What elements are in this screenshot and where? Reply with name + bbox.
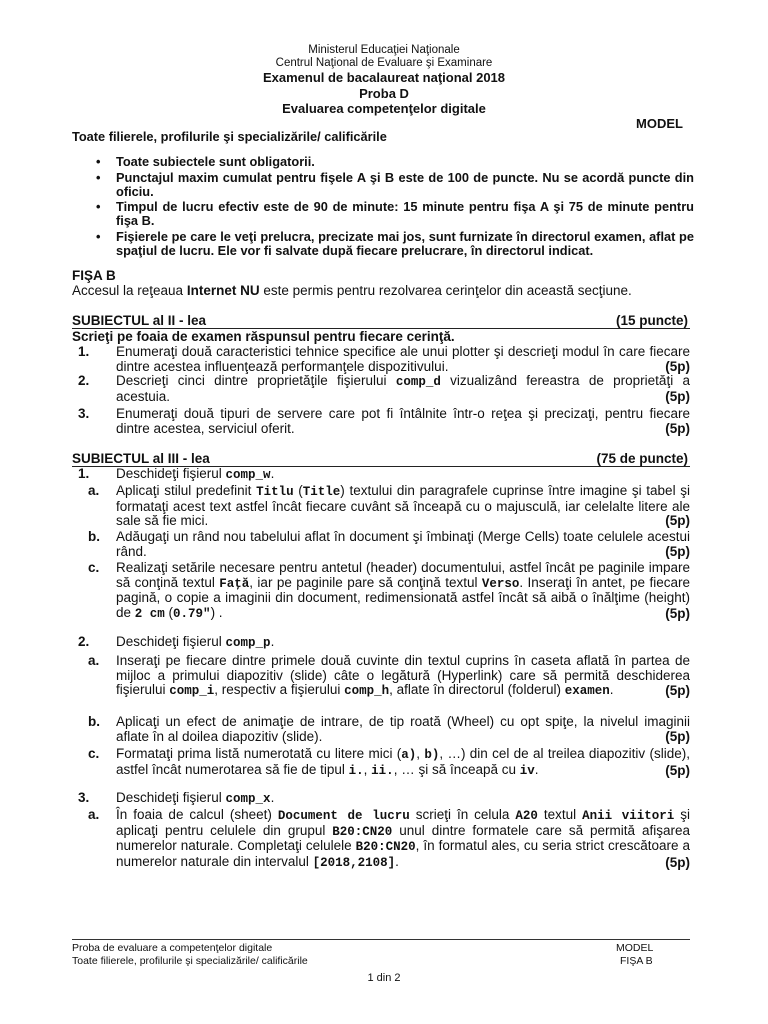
question-3-3: Deschideţi fişierul comp_x. bbox=[116, 790, 275, 806]
question-3-1a: Aplicaţi stilul predefinit Titlu (Title) textului din paragrafele cuprinse între imagine şi tabel şi formataţi acest text astfel încât fiecare cuvânt să înceapă cu o majusculă, iar celelalte litere ale sale să fie mici. (5p) bbox=[116, 483, 690, 528]
item-number: 3. bbox=[78, 790, 90, 805]
fisa-intro: Accesul la reţeaua Internet NU este permis pentru rezolvarea cerinţelor din această secţiune. bbox=[72, 283, 632, 298]
question-3-2c: Formataţi prima listă numerotată cu litere mici (a), b), …) din cel de al treilea diapozitiv (slide), astfel încât numerotarea să fie de tipul i., ii., … şi să înceapă cu iv. (5p) bbox=[116, 746, 690, 778]
item-letter: c. bbox=[88, 746, 100, 761]
section-2-instruction: Scrieţi pe foaia de examen răspunsul pentru fiecare cerinţă. bbox=[72, 329, 455, 344]
section-2-header: SUBIECTUL al II - lea (15 puncte) bbox=[72, 313, 688, 328]
instructions-list bbox=[116, 155, 694, 259]
section-3-header: SUBIECTUL al III - lea (75 de puncte) bbox=[72, 451, 688, 466]
question-3-3a: În foaia de calcul (sheet) Document de lucru scrieţi în celula A20 textul Anii viitori şi aplicaţi pentru celulele din grupul B20:CN20 unul dintre formatele care să permită afişarea numerelor naturale. Completaţi celulele B20:CN20, în formatul ales, cu seria strict crescătoare a numerelor naturale din intervalul [2018,2108]. (5p) bbox=[116, 807, 690, 870]
question-3-2b: Aplicaţi un efect de animaţie de intrare, de tip roată (Wheel) cu opt spiţe, la nivelul imaginii aflate în al doilea diapozitiv (slide). (5p) bbox=[116, 714, 690, 744]
question-3-1b: Adăugaţi un rând nou tabelului aflat în document şi îmbinaţi (Merge Cells) toate celulele acestui rând. (5p) bbox=[116, 529, 690, 559]
instruction-item: • Punctajul maxim cumulat pentru fişele A şi B este de 100 de puncte. Nu se acordă puncte din oficiu. bbox=[116, 171, 694, 199]
evaluare-title: Evaluarea competenţelor digitale bbox=[282, 101, 486, 116]
exam-title: Examenul de bacalaureat naţional 2018 bbox=[262, 70, 506, 85]
question-2-2: Descrieţi cinci dintre proprietăţile fişierului comp_d vizualizând fereastra de proprietăţi a acestuia. (5p) bbox=[116, 373, 690, 404]
model-label: MODEL bbox=[636, 116, 683, 131]
question-2-3: Enumeraţi două tipuri de servere care pot fi întâlnite într-o reţea şi precizaţi, pentru fiecare dintre acestea, serviciul oferit. (5p) bbox=[116, 406, 690, 436]
fisa-title: FIŞA B bbox=[72, 268, 116, 283]
center-line: Centrul Naţional de Evaluare şi Examinare bbox=[275, 57, 493, 69]
page-number: 1 din 2 bbox=[367, 972, 401, 984]
item-number: 2. bbox=[78, 373, 90, 388]
instruction-item: • Toate subiectele sunt obligatorii. bbox=[116, 155, 694, 169]
footer-left-line-1: Proba de evaluare a competenţelor digitale bbox=[72, 942, 273, 954]
question-3-1: Deschideţi fişierul comp_w. bbox=[116, 466, 275, 482]
proba-title: Proba D bbox=[359, 86, 409, 101]
question-3-2: Deschideţi fişierul comp_p. bbox=[116, 634, 275, 650]
filiere-line: Toate filierele, profilurile şi specializările/ calificările bbox=[72, 129, 387, 144]
item-number: 3. bbox=[78, 406, 90, 421]
footer-left-line-2: Toate filierele, profilurile şi specializările/ calificările bbox=[72, 955, 308, 967]
item-letter: b. bbox=[88, 714, 100, 729]
item-number: 1. bbox=[78, 344, 90, 359]
question-3-2a: Inseraţi pe fiecare dintre primele două cuvinte din textul cuprins în caseta aflată în partea de mijloc a primului diapozitiv (slide) câte o legătură (Hyperlink) care să permită deschiderea fişierului comp_i, respectiv a fişierului comp_h, aflate în directorul (folderul) examen. (5p) bbox=[116, 653, 690, 698]
footer-right-line-1: MODEL bbox=[616, 942, 654, 954]
item-letter: c. bbox=[88, 560, 100, 575]
item-number: 2. bbox=[78, 634, 90, 649]
instruction-item: • Timpul de lucru efectiv este de 90 de minute: 15 minute pentru fişa A şi 75 de minute pentru fişa B. bbox=[116, 200, 694, 228]
item-number: 1. bbox=[78, 466, 90, 481]
item-letter: a. bbox=[88, 807, 100, 822]
question-3-1c: Realizaţi setările necesare pentru antetul (header) documentului, astfel încât pe paginile impare să conţină textul Faţă, iar pe paginile pare să conţină textul Verso. Inseraţi în antet, pe fiecare pagină, o copie a imaginii din document, redimensionată astfel încât să aibă o înălţime (height) de 2 cm (0.79″) . (5p) bbox=[116, 560, 690, 621]
item-letter: a. bbox=[88, 653, 100, 668]
footer-rule bbox=[72, 939, 690, 940]
question-2-1: Enumeraţi două caracteristici tehnice specifice ale unui plotter şi descrieţi modul în care fiecare dintre acestea influenţează performanţele dispozitivului. (5p) bbox=[116, 344, 690, 374]
item-letter: a. bbox=[88, 483, 100, 498]
instruction-item: • Fişierele pe care le veţi prelucra, precizate mai jos, sunt furnizate în directorul examen, aflat pe spaţiul de lucru. Ele vor fi salvate după fiecare prelucrare, în directorul indicat. bbox=[116, 230, 694, 258]
item-letter: b. bbox=[88, 529, 100, 544]
footer-right-line-2: FIŞA B bbox=[620, 955, 653, 967]
ministry-line: Ministerul Educaţiei Naţionale bbox=[308, 44, 460, 56]
